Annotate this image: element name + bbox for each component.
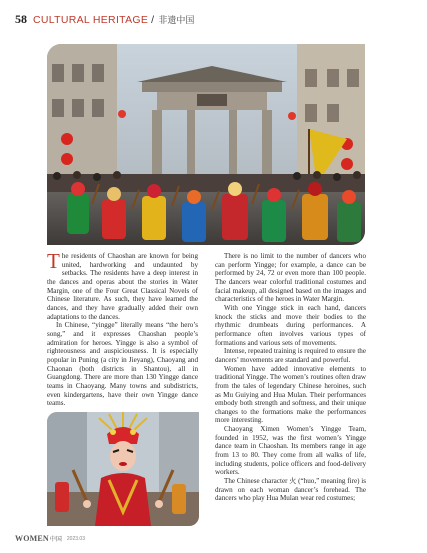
page-footer [15,534,85,543]
section-separator: / [151,14,155,26]
yingge-dancer-photo [47,412,199,526]
paragraph: Women have added innovative elements to traditional Yingge. The women’s routines often draw from the tales of legendary Chinese heroines, such as Mu Guiying and Hua Mulan. Their performances embody both strength and softness, and their unique changes to the formations make the performances more interesting. [215,364,366,425]
drop-cap: T [47,249,60,273]
article-left-column [47,249,198,408]
page-number: 58 [15,12,27,26]
magazine-logo-cn: 中国 [49,536,62,543]
paragraph: In Chinese, “yingge” literally means “the hero’s song,” and it expresses Chaoshan people’s admiration for heroes. Yingge is also a symbol of righteousness and auspiciousness. It is especially popular in Puning (a city in Jieyang), Chaoyang and Chaonan (both districts in Shantou), all in Guangdong. There are more than 130 Yingge dance teams in Chaoyang. Many towns and subdistricts, even kindergartens, have their own Yingge dance teams. [47,321,198,408]
section-title: CULTURAL HERITAGE [33,14,149,26]
paragraph: Chaoyang Ximen Women’s Yingge Team, founded in 1952, was the first women’s Yingge dance team in Chaoshan. Its members range in age from 13 to 80. They come from all walks of life, including students, police officers and food-delivery workers. [215,425,366,477]
page-header [15,12,194,28]
paragraph: There is no limit to the number of dancers who can perform Yingge; for example, a dance can be performed by 24, 72 or even more than 100 people. The dancers wear colorful traditional costumes and facial makeup, all designed based on the images and characteristics of the heroes in Water Margin. [215,252,366,304]
yingge-parade-photo [47,44,365,245]
article-right-column [215,252,366,503]
paragraph: The Chinese character 火 (“huo,” meaning fire) is drawn on each woman dancer’s forehead. The dancers who play Hua Mulan wear red costumes; [215,477,366,503]
issue-date: 2023.03 [66,535,85,542]
magazine-logo: WOMEN [15,534,49,543]
paragraph: Intense, repeated training is required to ensure the dancers’ movements are standard and powerful. [215,347,366,364]
paragraph: The residents of Chaoshan are known for being united, hardworking and undaunted by setbacks. The residents have a deep interest in the dances and operas about the stories in Water Margin, one of the Four Great Classical Novels of Chinese literature. As such, they have learned the dances, and they have gradually added their own adaptations to the dances. [47,249,198,321]
section-title-cn: 非遗中国 [158,16,195,26]
paragraph: With one Yingge stick in each hand, dancers knock the sticks and move their bodies to the rhythmic drumbeats during performances. A performance often involves various types of formations and various sets of movements. [215,303,366,347]
